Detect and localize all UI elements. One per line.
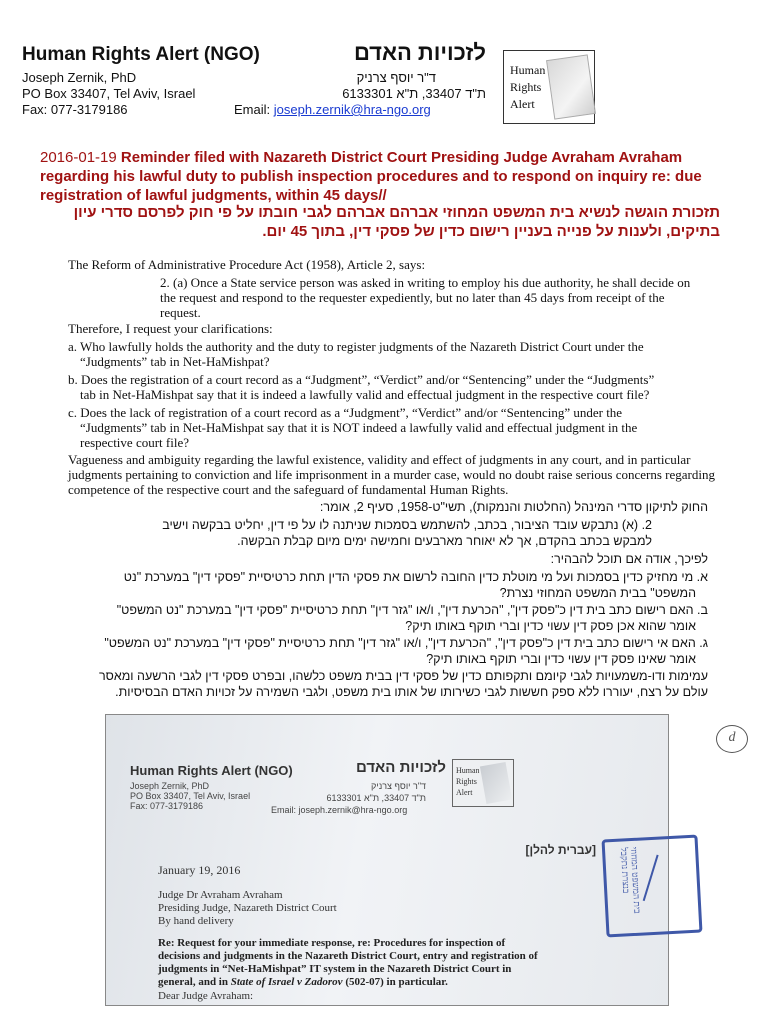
logo-text-line: Alert <box>510 97 535 111</box>
question-b-line: b. Does the registration of a court record as a “Judgment”, “Verdict” and/or “Sentencing” under the “Judgments” <box>68 372 655 387</box>
hebrew-quote-line: 2. (א) נתבקש עובד הציבור, בכתב, להשתמש בסמכות שניתנה לו על פי דין, יחליט בבקשה וישיב <box>162 518 652 532</box>
hebrew-question-b-line: אומר שהוא אכן פסק דין עשוי כדין וברי תוקף באותו תיק? <box>405 619 696 633</box>
question-a-line: a. Who lawfully holds the authority and the duty to register judgments of the Nazareth District Court under the <box>68 339 644 354</box>
scan-delivery-note: By hand delivery <box>158 915 234 927</box>
closing-paragraph: Vagueness and ambiguity regarding the lawful existence, validity and effect of judgments in any court, and in particular judgments pertaining to conviction and life imprisonment in a murder case, would no doubt raise serious concerns regarding competence of the respective court and the safeguard of fundamental Human Rights. <box>68 452 715 497</box>
scan-subject-part: (502-07) in particular. <box>342 976 448 988</box>
quoted-article: 2. (a) Once a State service person was asked in writing to employ his due authority, he shall decide on the request and respond to the requester expediently, but no later than 45 days from receipt of the request. <box>160 275 691 320</box>
scan-subject-line: judgments in “Net-HaMishpat” IT system in the Nazareth District Court in <box>158 963 512 975</box>
scan-logo-illustration <box>480 762 512 804</box>
email-label: Email: <box>234 102 271 117</box>
author-name-english: Joseph Zernik, PhD <box>22 70 137 85</box>
hebrew-question-c-line: אומר שאינו פסק דין עשוי כדין וברי תוקף באותו תיק? <box>426 652 696 666</box>
hebrew-therefore: לפיכך, אודה אם תוכל להבהיר: <box>550 552 708 566</box>
hebrew-question-a-line: המשפט" בבית המשפט המחוזי נצרת? <box>499 586 696 600</box>
therefore-line: Therefore, I request your clarifications: <box>68 321 273 336</box>
scan-logo-text: Rights <box>456 777 477 786</box>
org-name-english: Human Rights Alert (NGO) <box>22 44 260 65</box>
letter-photo <box>105 714 736 1006</box>
org-name-hebrew: לזכויות האדם <box>353 40 486 65</box>
email-link[interactable]: joseph.zernik@hra-ngo.org <box>273 102 431 117</box>
scan-subject-line: decisions and judgments in the Nazareth District Court, entry and registration of <box>158 950 538 962</box>
hebrew-intro: החוק לתיקון סדרי המינהל (החלטות והנמקות), תשי"ט-1958, סעיף 2, אומר: <box>319 500 708 514</box>
scan-author-name-hebrew: ד"ר יוסף צרניק <box>371 781 426 791</box>
question-c-line: respective court file? <box>80 435 189 450</box>
question-a-line: “Judgments” tab in Net-HaMishpat? <box>80 354 270 369</box>
headline-hebrew: תזכורת הוגשה לנשיא בית המשפט המחוזי אברהם אברהם לגבי חובתו על פי חוק לפרסם סדרי עיון בתיקים, ולענות על פנייה בעניין רישום כדין של פסקי דין, בתוך 45 יום. <box>73 204 720 240</box>
address-english: PO Box 33407, Tel Aviv, Israel <box>22 86 196 101</box>
scan-subject-line: Re: Request for your immediate response, re: Procedures for inspection of <box>158 937 506 949</box>
scan-fax: Fax: 077-3179186 <box>130 801 204 811</box>
hebrew-question-b-line: ב. האם רישום כתב בית דין כ"פסק דין", "הכרעת דין", ו/או "גזר דין" תחת כרטיסיית "פסקי דין" במערכת "נט המשפט" <box>116 603 708 617</box>
headline-text: Reminder filed with Nazareth District Court Presiding Judge Avraham Avraham regarding his lawful duty to publish inspection procedures and to respond on inquiry re: due registration of lawful judgments, within 45 days// <box>40 149 702 204</box>
scan-org-name-hebrew: לזכויות האדם <box>355 759 446 776</box>
hebrew-question-a-line: א. מי מחזיק כדין בסמכות ועל מי מוטלת כדין החובה לרשום את פסקי הדין תחת כרטיסיית "פסקי דין" במערכת "נט <box>123 570 708 584</box>
scan-recipient-name: Judge Dr Avraham Avraham <box>158 889 283 901</box>
question-b-line: tab in Net-HaMishpat say that it is indeed a lawfully valid and effectual judgment in the respective court file? <box>80 387 650 402</box>
scan-address-hebrew: ת"ד 33407, ת"א 6133301 <box>326 793 426 803</box>
hebrew-question-c-line: ג. האם אי רישום כתב בית דין כ"פסק דין", "הכרעת דין", ו/או "גזר דין" תחת כרטיסיית "פסקי דין" במערכת "נט המשפט" <box>104 636 708 650</box>
page-number-mark <box>716 725 748 753</box>
intro-paragraph: The Reform of Administrative Procedure Act (1958), Article 2, says: <box>68 257 426 272</box>
scan-case-name: State of Israel v Zadorov <box>230 976 343 988</box>
scan-subject-part: general, and in <box>158 976 231 988</box>
scan-subject-line <box>158 976 448 989</box>
scan-logo-text: Alert <box>456 788 473 797</box>
logo-text-line: Human <box>510 63 546 77</box>
stamp-text: בית המשפט המחוזי בנצרת נתקבל <box>618 846 643 914</box>
question-c-line: c. Does the lack of registration of a court record as a “Judgment”, “Verdict” and/or “Sentencing” under the <box>68 405 623 420</box>
headline-english <box>40 148 720 205</box>
hebrew-quote-line: למבקש בכתב בהקדם, אך לא יאוחר מארבעים וחמישה ימים מיום קבלת הבקשה. <box>237 534 652 548</box>
scan-date: January 19, 2016 <box>158 863 241 877</box>
scan-logo-text: Human <box>456 766 480 775</box>
stamp-signature <box>643 855 693 912</box>
author-name-hebrew: ד"ר יוסף צרניק <box>356 70 436 85</box>
address-hebrew: ת"ד 33407, ת"א 6133301 <box>342 86 486 101</box>
scan-recipient-title: Presiding Judge, Nazareth District Court <box>158 902 337 914</box>
scan-address: PO Box 33407, Tel Aviv, Israel <box>130 791 251 801</box>
scan-salutation: Dear Judge Avraham: <box>158 990 254 1002</box>
email-line <box>234 102 431 118</box>
scan-org-name-english: Human Rights Alert (NGO) <box>130 763 293 778</box>
headline-date: 2016-01-19 <box>40 149 117 166</box>
question-c-line: “Judgments” tab in Net-HaMishpat say that it is NOT indeed a lawfully valid and effectual judgment in the <box>80 420 638 435</box>
scan-logo <box>452 759 514 807</box>
scan-hebrew-note: [עברית להלן] <box>525 843 596 857</box>
logo-text-line: Rights <box>510 80 542 94</box>
fax-number: Fax: 077-3179186 <box>22 102 128 117</box>
page-number-mark-text: d <box>728 730 736 745</box>
logo-illustration <box>546 54 596 119</box>
hebrew-closing: עמימות ודו-משמעויות לגבי קיומם ותקפותם כדין של פסקי דין בבית משפט כלשהו, ובפרט פסקי דין לגבי הרשעה ומאסר עולם על רצח, יעוררו ללא ספק חששות לגבי כשירותו של אותו בית משפט, ולגבי השמירה על זכויות האדם הבסיסיות. <box>98 669 708 699</box>
scan-email: Email: joseph.zernik@hra-ngo.org <box>271 805 408 815</box>
scan-author-name: Joseph Zernik, PhD <box>130 781 210 791</box>
court-received-stamp <box>602 835 703 938</box>
org-logo <box>503 50 595 124</box>
